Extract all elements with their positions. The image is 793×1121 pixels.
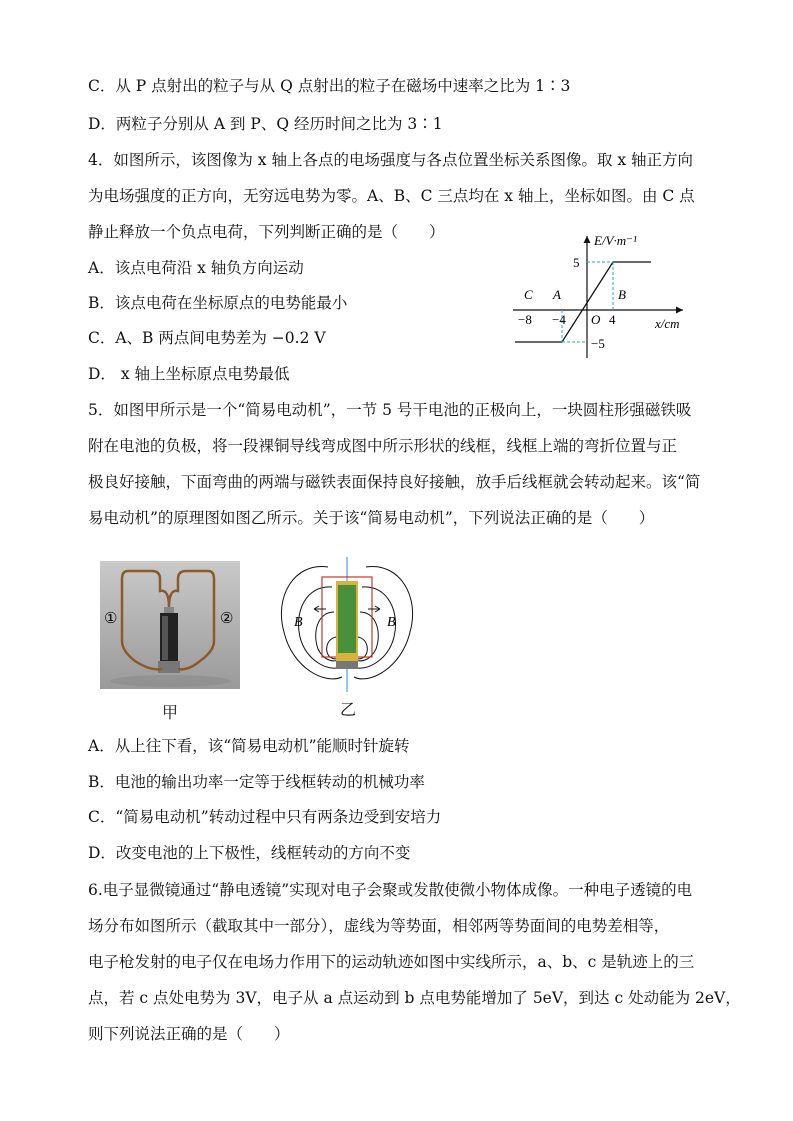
graph-point-b: B (618, 287, 626, 302)
marker-1: ① (104, 611, 118, 627)
q4-stem-line3: 静止释放一个负点电荷，下列判断正确的是（ ） (88, 223, 445, 241)
q4-option-d: D． x 轴上坐标原点电势最低 (88, 365, 290, 383)
q5-option-c: C．“简易电动机”转动过程中只有两条边受到安培力 (88, 808, 442, 826)
b-left-label: B (294, 615, 303, 630)
q4-option-b: B．该点电荷在坐标原点的电势能最小 (88, 294, 348, 312)
q5-option-a: A．从上往下看，该“简易电动机”能顺时针旋转 (88, 737, 410, 755)
q5-option-b: B．电池的输出功率一定等于线框转动的机械功率 (88, 773, 425, 791)
q4-option-c: C．A、B 两点间电势差为 −0.2 V (88, 329, 326, 347)
graph-point-c: C (524, 287, 533, 302)
q4-stem-line1: 4．如图所示，该图像为 x 轴上各点的电场强度与各点位置坐标关系图像。取 x 轴正方向 (88, 151, 694, 169)
e-field-curve (515, 262, 651, 342)
figure-yi-label: 乙 (340, 700, 357, 719)
q6-line3: 电子枪发射的电子仅在电场力作用下的运动轨迹如图中实线所示，a、b、c 是轨迹上的三 (88, 953, 695, 971)
q5-stem-line3: 极良好接触，下面弯曲的两端与磁铁表面保持良好接触，放手后线框就会转动起来。该“简 (88, 473, 701, 491)
figure-jia-label: 甲 (162, 703, 179, 722)
q5-stem-line2: 附在电池的负极，将一段裸铜导线弯成图中所示形状的线框，线框上端的弯折位置与正 (88, 437, 678, 455)
e-x-graph (505, 230, 705, 365)
figure-jia-photo (100, 561, 240, 689)
figure-yi-diagram (274, 557, 422, 692)
q3-option-d: D．两粒子分别从 A 到 P、Q 经历时间之比为 3∶1 (88, 115, 443, 133)
graph-y-top: 5 (573, 255, 580, 270)
graph-x-neg8: −8 (518, 312, 532, 327)
graph-x-4: 4 (609, 312, 616, 327)
b-right-label: B (387, 615, 396, 630)
q6-line5: 则下列说法正确的是（ ） (88, 1025, 290, 1043)
graph-ylabel: E/V·m⁻¹ (594, 233, 637, 248)
graph-xlabel: x/cm (655, 316, 680, 331)
q6-line2: 场分布如图所示（截取其中一部分），虚线为等势面，相邻两等势面间的电势差相等， (88, 917, 670, 935)
q4-option-a: A．该点电荷沿 x 轴负方向运动 (88, 259, 304, 277)
graph-x-neg4: −4 (552, 312, 566, 327)
marker-2: ② (220, 611, 234, 627)
graph-origin: O (591, 312, 601, 327)
graph-point-a: A (553, 287, 561, 302)
q5-option-d: D．改变电池的上下极性，线框转动的方向不变 (88, 844, 411, 862)
graph-y-bottom: −5 (591, 336, 605, 351)
q3-option-c: C．从 P 点射出的粒子与从 Q 点射出的粒子在磁场中速率之比为 1∶3 (88, 77, 571, 95)
q5-stem-line1: 5．如图甲所示是一个“简易电动机”，一节 5 号干电池的正极向上，一块圆柱形强磁铁吸 (88, 401, 692, 419)
q6-line4: 点，若 c 点处电势为 3V，电子从 a 点运动到 b 点电势能增加了 5eV，到达 c 处动能为 2eV， (88, 989, 741, 1007)
q4-stem-line2: 为电场强度的正方向，无穷远电势为零。A、B、C 三点均在 x 轴上，坐标如图。由 C 点 (88, 187, 695, 205)
q6-line1: 6.电子显微镜通过“静电透镜”实现对电子会聚或发散使微小物体成像。一种电子透镜的电 (88, 881, 693, 899)
q5-stem-line4: 易电动机”的原理图如图乙所示。关于该“简易电动机”，下列说法正确的是（ ） (88, 509, 655, 527)
